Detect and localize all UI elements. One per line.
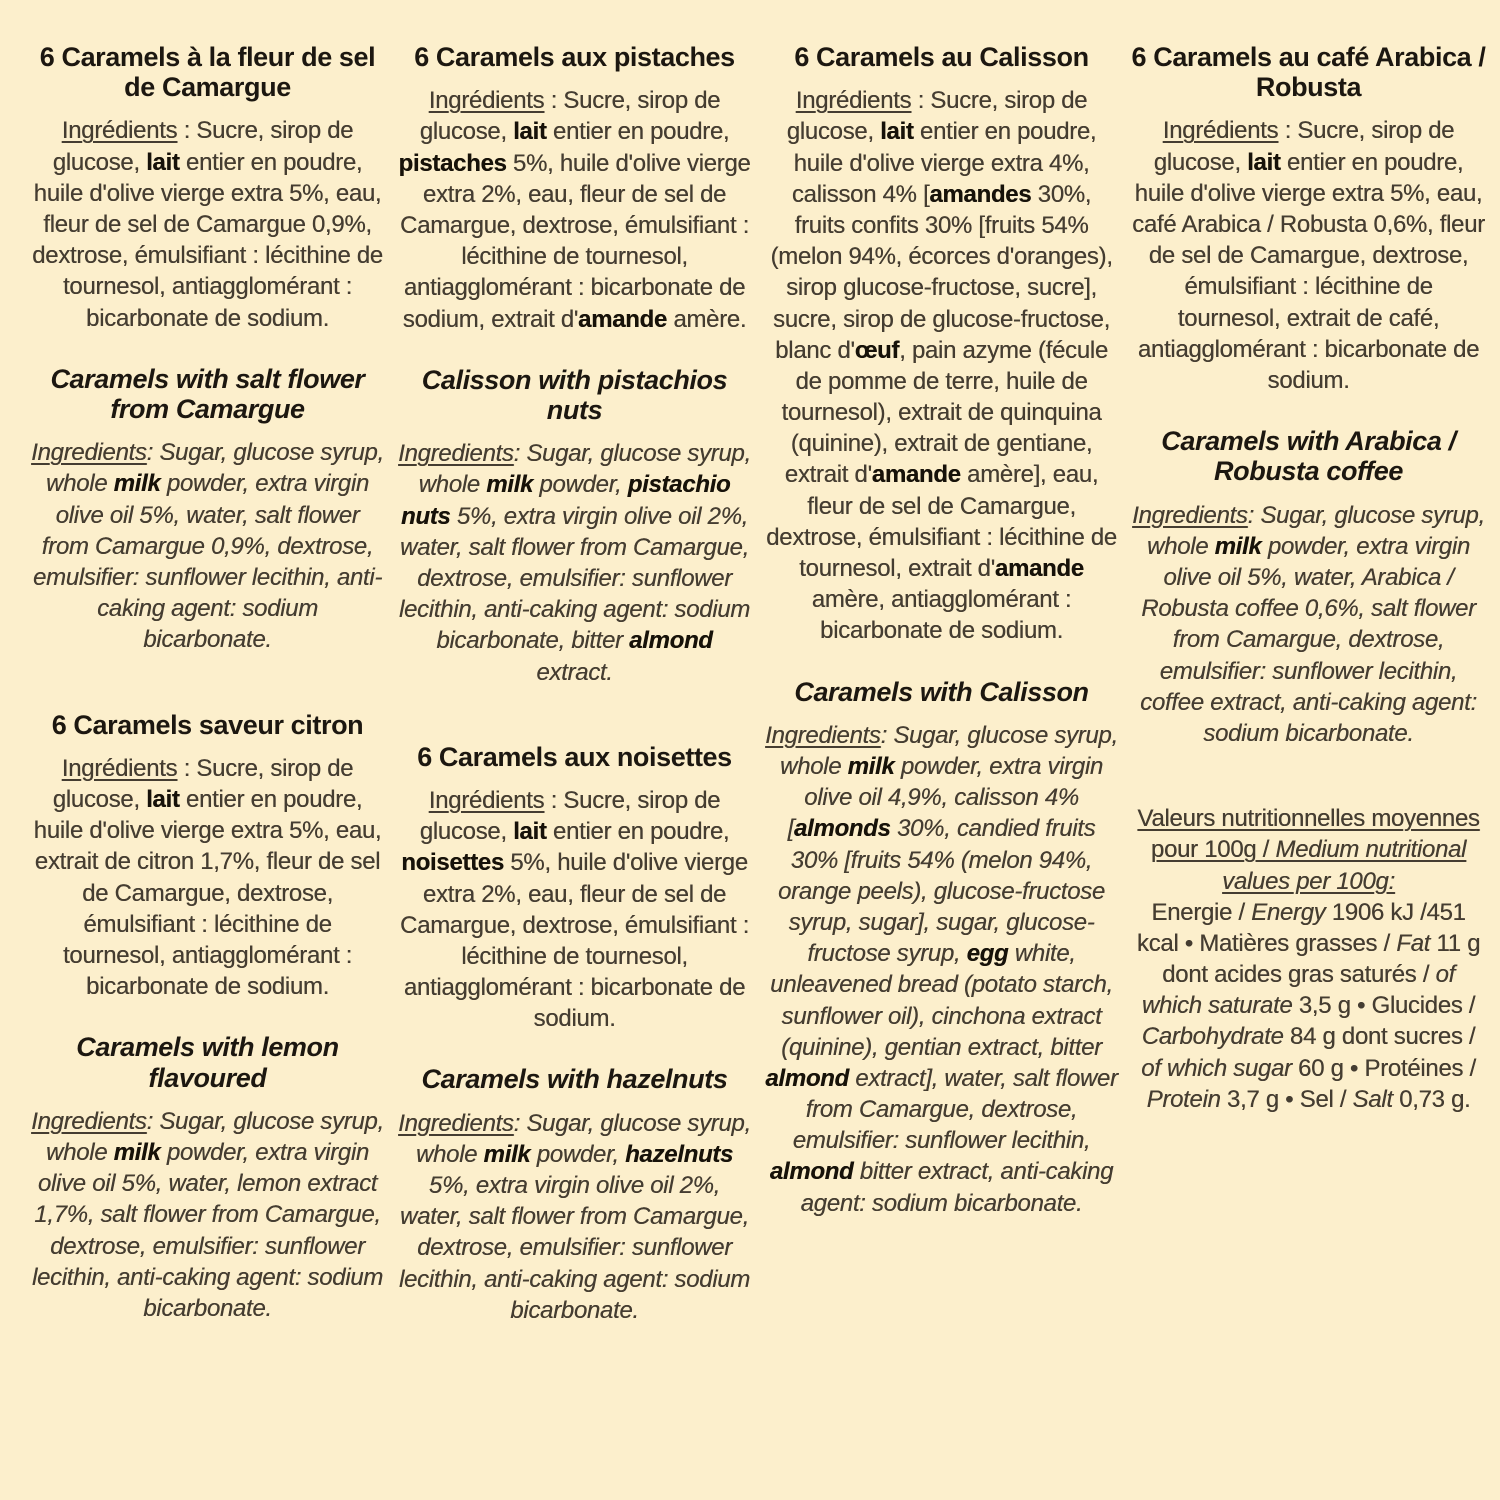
text-segment: Salt — [1352, 1085, 1393, 1113]
ingredients-text — [764, 720, 1119, 1219]
text-segment: almond — [629, 627, 713, 655]
text-segment: amère, antiagglomérant : bicarbonate de sodium. — [811, 586, 1072, 645]
text-segment: : Sugar, glucose syrup, whole — [1147, 501, 1485, 560]
text-segment: lait — [1247, 148, 1281, 176]
text-segment: lait — [146, 785, 180, 813]
text-segment: lait — [513, 118, 547, 146]
text-segment: : Sucre, sirop de glucose, — [786, 87, 1088, 146]
text-segment: of which sugar — [1141, 1054, 1292, 1082]
text-segment: : Sugar, glucose syrup, whole — [46, 439, 384, 498]
text-segment: : Sucre, sirop de glucose, — [1153, 117, 1455, 176]
text-segment: extract], water, salt flower from Camargue, dextrose, emulsifier: sunflower lecithin, — [792, 1064, 1118, 1155]
text-segment: entier en poudre, huile d'olive vierge extra 5%, eau, fleur de sel de Camargue 0,9%, dextrose, émulsifiant : lécithine de tournesol, antiagglomérant : bicarbonate de sodium. — [32, 148, 383, 332]
product-section-fr — [397, 42, 752, 335]
text-segment: milk — [113, 1138, 161, 1166]
product-section-fr — [30, 42, 385, 334]
text-segment: Ingredients — [765, 721, 881, 749]
ingredients-text — [397, 438, 752, 688]
label-column-4 — [1131, 42, 1486, 1380]
section-title: 6 Caramels à la fleur de sel de Camargue — [39, 42, 376, 103]
text-segment: : Sugar, glucose syrup, whole — [418, 440, 751, 499]
label-column-1 — [30, 42, 385, 1380]
nutrition-section — [1131, 803, 1486, 1115]
text-segment: : Sucre, sirop de glucose, — [419, 87, 721, 146]
text-segment: : Sucre, sirop de glucose, — [419, 786, 721, 846]
product-section-en — [397, 1064, 752, 1326]
ingredients-text — [397, 1108, 752, 1326]
text-segment: powder, extra virgin olive oil 5%, water, salt flower from Camargue 0,9%, dextrose, emulsifier: sunflower lecithin, anti-caking agent: sodium bicarbonate. — [32, 470, 383, 654]
text-segment: Ingredients — [31, 439, 147, 467]
text-segment: egg — [966, 940, 1009, 968]
text-segment: entier en poudre, huile d'olive vierge extra 4%, calisson 4% [ — [791, 118, 1097, 208]
section-title: 6 Caramels saveur citron — [51, 709, 364, 740]
text-segment: Ingredients — [398, 1109, 514, 1137]
text-segment: 3,7 g • Sel / — [1220, 1085, 1353, 1113]
text-segment: 5%, huile d'olive vierge extra 2%, eau, fleur de sel de Camargue, dextrose, émulsifiant : lécithine de tournesol, antiagglomérant : bicarbonate de sodium. — [400, 849, 749, 1033]
text-segment: bitter extract, anti-caking agent: sodium bicarbonate. — [800, 1158, 1114, 1217]
text-segment: 1906 kJ /451 kcal • Matières grasses / — [1136, 898, 1466, 957]
text-segment: amère. — [666, 305, 747, 333]
section-title: Caramels with salt flower from Camargue — [50, 363, 365, 425]
text-segment: entier en poudre, huile d'olive vierge extra 5%, eau, extrait de citron 1,7%, fleur de sel de Camargue, dextrose, émulsifiant : lécithine de tournesol, antiagglomérant : bicarbonate de sodium. — [33, 785, 382, 1001]
ingredients-text — [764, 85, 1119, 646]
ingredients-text — [30, 753, 385, 1003]
text-segment: milk — [847, 753, 895, 781]
text-segment: Carbohydrate — [1141, 1023, 1284, 1051]
text-segment: Energy — [1251, 898, 1326, 926]
product-section-en — [397, 365, 752, 688]
section-title: 6 Caramels au Calisson — [794, 42, 1089, 72]
ingredients-text — [1131, 500, 1486, 750]
text-segment: white, unleavened bread (potato starch, sunflower oil), cinchona extract (quinine), gentian extract, bitter — [770, 940, 1113, 1061]
text-segment: : Sugar, glucose syrup, whole — [415, 1109, 751, 1168]
product-section-fr — [30, 710, 385, 1003]
label-column-3 — [764, 42, 1119, 1380]
text-segment: 3,5 g • Glucides / — [1292, 992, 1476, 1020]
text-segment: Medium nutritional values per 100g: — [1222, 836, 1467, 895]
text-segment: amande — [578, 305, 667, 333]
ingredients-text — [1131, 115, 1486, 396]
text-segment: amère], eau, fleur de sel de Camargue, dextrose, émulsifiant : lécithine de tournesol, extrait d' — [766, 461, 1117, 583]
section-title: 6 Caramels au café Arabica / Robusta — [1131, 42, 1486, 103]
text-segment: 5%, extra virgin olive oil 2%, water, salt flower from Camargue, dextrose, emulsifier: sunflower lecithin, anti-caking agent: sodium bicarbonate. — [398, 1172, 751, 1324]
text-segment: 84 g dont sucres / — [1283, 1023, 1476, 1051]
text-segment: amande — [994, 555, 1084, 583]
text-segment: Protein — [1146, 1085, 1221, 1113]
section-title: Caramels with lemon flavoured — [76, 1032, 339, 1093]
text-segment: noisettes — [401, 849, 504, 877]
text-segment: Energie / — [1151, 898, 1252, 926]
section-title: Calisson with pistachios nuts — [421, 364, 728, 425]
text-segment: milk — [486, 471, 534, 499]
text-segment: Ingrédients — [428, 786, 545, 814]
text-segment: almonds — [793, 815, 891, 843]
text-segment: almond — [769, 1158, 854, 1186]
ingredients-text — [30, 1106, 385, 1324]
text-segment: : Sucre, sirop de glucose, — [52, 754, 354, 813]
text-segment: almond — [765, 1064, 849, 1092]
product-section-en — [1131, 426, 1486, 749]
text-segment: powder, extra virgin olive oil 4,9%, calisson 4% [ — [787, 753, 1103, 843]
section-title: Caramels with hazelnuts — [421, 1064, 728, 1095]
text-segment: Ingrédients — [428, 87, 545, 115]
text-segment: powder, — [530, 1140, 626, 1168]
text-segment: milk — [113, 470, 161, 498]
text-segment: Ingredients — [1132, 501, 1248, 529]
ingredients-text — [30, 437, 385, 655]
text-segment: lait — [513, 818, 547, 846]
text-segment: Ingredients — [398, 440, 514, 468]
text-segment: 11 g dont acides gras saturés / — [1162, 929, 1481, 989]
text-segment: lait — [880, 118, 914, 146]
text-segment: Fat — [1396, 929, 1431, 957]
text-segment: Ingrédients — [1162, 117, 1279, 145]
text-segment: : Sucre, sirop de glucose, — [52, 117, 354, 176]
text-segment: 60 g • Protéines / — [1291, 1054, 1476, 1082]
text-segment: 5%, extra virgin olive oil 2%, water, salt flower from Camargue, dextrose, emulsifier: sunflower lecithin, anti-caking agent: sodium bicarbonate, bitter — [398, 502, 751, 655]
text-segment: powder, extra virgin olive oil 5%, water, Arabica / Robusta coffee 0,6%, salt flower from Camargue, dextrose, emulsifier: sunflower lecithin, coffee extract, anti-caking agent: sodium bicarbonate. — [1140, 532, 1477, 747]
product-section-fr — [764, 42, 1119, 647]
section-title: 6 Caramels aux pistaches — [414, 42, 735, 72]
text-segment: : Sugar, glucose syrup, whole — [780, 721, 1118, 781]
text-segment: : Sugar, glucose syrup, whole — [46, 1107, 384, 1166]
text-segment: , pain azyme (fécule de pomme de terre, huile de tournesol), extrait de quinquina (quinine), extrait de gentiane, extrait d' — [781, 336, 1108, 489]
nutrition-text — [1131, 803, 1486, 1115]
text-segment: 30%, fruits confits 30% [fruits 54% (melon 94%, écorces d'oranges), sirop glucose-fructose, sucre], sucre, sirop de glucose-fructose, blanc d' — [770, 180, 1113, 364]
text-segment: pistachio nuts — [401, 471, 731, 530]
text-segment: lait — [146, 148, 180, 176]
product-section-fr — [397, 742, 752, 1035]
text-segment: Valeurs nutritionnelles moyennes pour 100g / — [1137, 805, 1480, 864]
product-section-en — [30, 364, 385, 656]
text-segment: powder, — [533, 471, 628, 499]
text-segment: pistaches — [398, 149, 507, 177]
section-title: Caramels with Arabica / Robusta coffee — [1161, 426, 1456, 487]
text-segment: extract. — [536, 658, 613, 686]
ingredients-text — [397, 785, 752, 1035]
text-segment: amandes — [929, 180, 1032, 208]
text-segment: entier en poudre, — [546, 118, 730, 146]
text-segment: 5%, huile d'olive vierge extra 2%, eau, fleur de sel de Camargue, dextrose, émulsifiant : lécithine de tournesol, antiagglomérant : bicarbonate de sodium, extrait d' — [400, 149, 751, 333]
text-segment: milk — [1214, 532, 1262, 560]
text-segment: Ingrédients — [61, 117, 178, 145]
product-section-en — [764, 677, 1119, 1219]
text-segment: entier en poudre, — [546, 818, 730, 846]
text-segment: of which saturate — [1141, 961, 1455, 1020]
text-segment: Ingrédients — [61, 754, 178, 782]
text-segment: 0,73 g. — [1392, 1085, 1471, 1113]
text-segment: Ingredients — [31, 1107, 147, 1135]
text-segment: Ingrédients — [795, 87, 912, 115]
label-column-2 — [397, 42, 752, 1380]
product-section-en — [30, 1032, 385, 1324]
text-segment: amande — [871, 461, 961, 489]
text-segment: entier en poudre, huile d'olive vierge extra 5%, eau, café Arabica / Robusta 0,6%, fleur de sel de Camargue, dextrose, émulsifiant : lécithine de tournesol, extrait de café, antiagglomérant : bicarbonate de sodium. — [1132, 148, 1485, 394]
text-segment: hazelnuts — [625, 1140, 734, 1168]
text-segment: milk — [483, 1140, 531, 1168]
text-segment: powder, extra virgin olive oil 5%, water, lemon extract 1,7%, salt flower from Camargue, dextrose, emulsifier: sunflower lecithin, anti-caking agent: sodium bicarbonate. — [31, 1138, 384, 1322]
ingredients-text — [397, 85, 752, 335]
product-section-fr — [1131, 42, 1486, 396]
text-segment: œuf — [854, 336, 900, 364]
section-title: 6 Caramels aux noisettes — [417, 741, 732, 772]
section-title: Caramels with Calisson — [794, 676, 1089, 707]
text-segment: 30%, candied fruits 30% [fruits 54% (melon 94%, orange peels), glucose-fructose syrup, sugar], sugar, glucose-fructose syrup, — [778, 815, 1105, 968]
ingredients-text — [30, 115, 385, 333]
